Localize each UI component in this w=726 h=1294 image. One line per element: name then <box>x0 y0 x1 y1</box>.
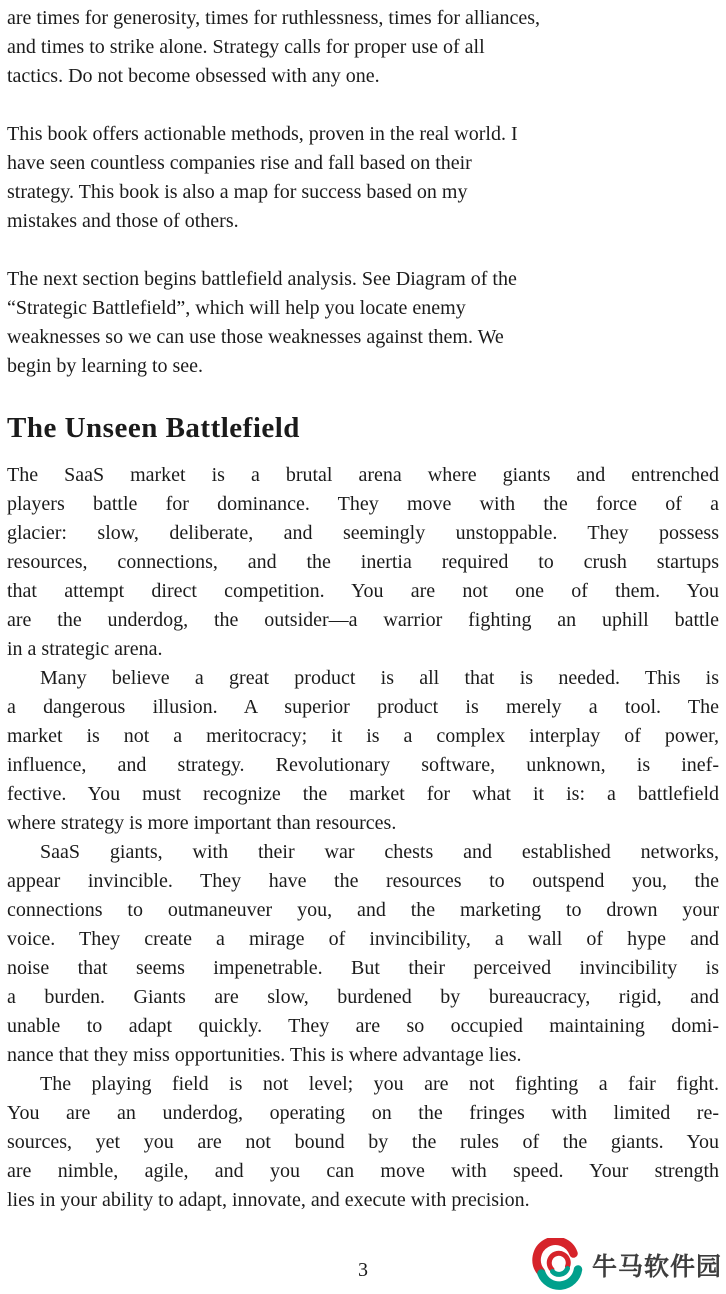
text-line: unable to adapt quickly. They are so occupied maintaining domi- <box>7 1015 719 1037</box>
text-line: This book offers actionable methods, proven in the real world. I <box>7 123 518 145</box>
section-heading: The Unseen Battlefield <box>7 412 300 444</box>
text-line: and times to strike alone. Strategy calls for proper use of all <box>7 36 485 58</box>
text-line: voice. They create a mirage of invincibility, a wall of hype and <box>7 928 719 950</box>
text-line: appear invincible. They have the resources to outspend you, the <box>7 870 719 892</box>
text-line: fective. You must recognize the market for what it is: a battlefield <box>7 783 719 805</box>
text-line: players battle for dominance. They move with the force of a <box>7 493 719 515</box>
text-line: that attempt direct competition. You are not one of them. You <box>7 580 719 602</box>
text-line: market is not a meritocracy; it is a complex interplay of power, <box>7 725 719 747</box>
text-line: tactics. Do not become obsessed with any one. <box>7 65 380 87</box>
page-number: 3 <box>358 1259 368 1281</box>
text-line: mistakes and those of others. <box>7 210 239 232</box>
text-line: glacier: slow, deliberate, and seemingly unstoppable. They possess <box>7 522 719 544</box>
text-line: are the underdog, the outsider—a warrior fighting an uphill battle <box>7 609 719 631</box>
text-line: Many believe a great product is all that is needed. This is <box>40 667 719 689</box>
text-line: lies in your ability to adapt, innovate, and execute with precision. <box>7 1189 530 1211</box>
text-line: The playing field is not level; you are not fighting a fair fight. <box>40 1073 719 1095</box>
swirl-logo-icon <box>531 1238 587 1292</box>
text-line: resources, connections, and the inertia required to crush startups <box>7 551 719 573</box>
text-line: where strategy is more important than resources. <box>7 812 397 834</box>
text-line: begin by learning to see. <box>7 355 204 377</box>
logo-text: 牛马软件园 <box>591 1252 722 1281</box>
text-line: SaaS giants, with their war chests and established networks, <box>40 841 719 863</box>
text-line: You are an underdog, operating on the fringes with limited re- <box>7 1102 719 1124</box>
text-line: noise that seems impenetrable. But their perceived invincibility is <box>7 957 719 979</box>
paragraph <box>7 664 719 838</box>
paragraph <box>7 4 719 91</box>
text-line: are nimble, agile, and you can move with speed. Your strength <box>7 1160 719 1182</box>
text-line: weaknesses so we can use those weaknesses against them. We <box>7 326 504 348</box>
text-line: a dangerous illusion. A superior product is merely a tool. The <box>7 696 719 718</box>
text-line: in a strategic arena. <box>7 638 163 660</box>
text-line: have seen countless companies rise and fall based on their <box>7 152 472 174</box>
text-line: nance that they miss opportunities. This is where advantage lies. <box>7 1044 522 1066</box>
text-line: sources, yet you are not bound by the rules of the giants. You <box>7 1131 719 1153</box>
paragraph <box>7 1070 719 1215</box>
paragraph <box>7 265 719 381</box>
text-line: a burden. Giants are slow, burdened by bureaucracy, rigid, and <box>7 986 719 1008</box>
paragraph <box>7 838 719 1070</box>
page-body <box>7 4 719 1215</box>
text-line: are times for generosity, times for ruthlessness, times for alliances, <box>7 7 540 29</box>
text-line: “Strategic Battlefield”, which will help you locate enemy <box>7 297 466 319</box>
text-line: The next section begins battlefield analysis. See Diagram of the <box>7 268 517 290</box>
paragraph <box>7 461 719 664</box>
text-line: The SaaS market is a brutal arena where giants and entrenched <box>7 464 719 486</box>
text-line: connections to outmaneuver you, and the marketing to drown your <box>7 899 719 921</box>
text-line: strategy. This book is also a map for success based on my <box>7 181 468 203</box>
publisher-logo <box>531 1238 722 1292</box>
text-line: influence, and strategy. Revolutionary software, unknown, is inef- <box>7 754 719 776</box>
paragraph <box>7 120 719 236</box>
